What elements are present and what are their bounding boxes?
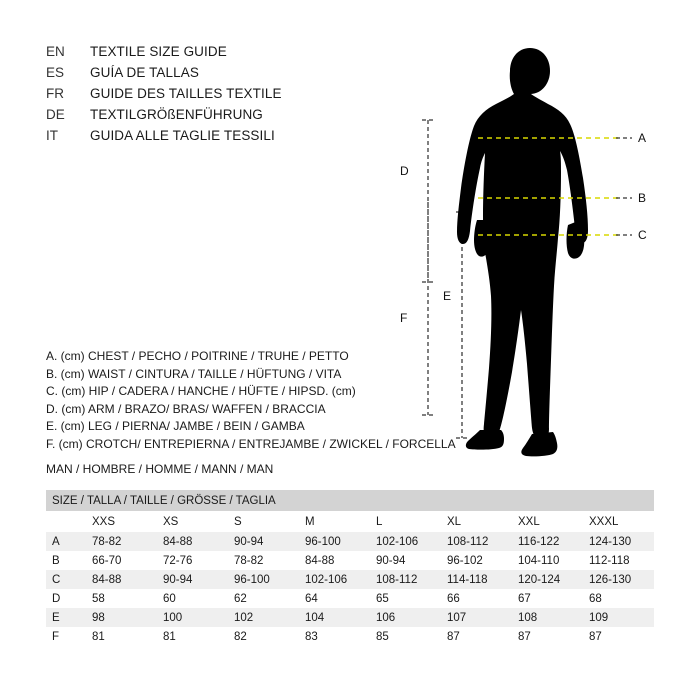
cell: 98 — [86, 608, 157, 627]
cell: 68 — [583, 589, 654, 608]
language-title: TEXTILE SIZE GUIDE — [90, 44, 227, 59]
language-code: DE — [46, 107, 65, 122]
language-code: FR — [46, 86, 64, 101]
cell: 78-82 — [228, 551, 299, 570]
table-row — [46, 627, 654, 646]
cell: 90-94 — [370, 551, 441, 570]
cell: 120-124 — [512, 570, 583, 589]
cell: 126-130 — [583, 570, 654, 589]
table-title: SIZE / TALLA / TAILLE / GRÖSSE / TAGLIA — [46, 490, 654, 511]
cell: 96-100 — [299, 532, 370, 551]
row-label: B — [46, 551, 86, 570]
male-silhouette-icon — [457, 48, 588, 456]
cell: 114-118 — [441, 570, 512, 589]
gender-note: MAN / HOMBRE / HOMME / MANN / MAN — [46, 462, 274, 476]
table-header-row — [46, 511, 654, 532]
language-title: GUÍA DE TALLAS — [90, 65, 199, 80]
dimension-label-f: F — [400, 311, 408, 325]
language-title: GUIDA ALLE TAGLIE TESSILI — [90, 128, 275, 143]
cell: 82 — [228, 627, 299, 646]
cell: 107 — [441, 608, 512, 627]
table-header-size: M — [299, 511, 370, 532]
cell: 124-130 — [583, 532, 654, 551]
cell: 96-100 — [228, 570, 299, 589]
cell: 67 — [512, 589, 583, 608]
language-row — [46, 44, 386, 65]
table-header-size: XXL — [512, 511, 583, 532]
cell: 104 — [299, 608, 370, 627]
table-row — [46, 551, 654, 570]
table-row — [46, 608, 654, 627]
cell: 106 — [370, 608, 441, 627]
cell: 66 — [441, 589, 512, 608]
row-label: D — [46, 589, 86, 608]
cell: 104-110 — [512, 551, 583, 570]
cell: 90-94 — [157, 570, 228, 589]
size-table — [46, 490, 654, 646]
language-title: GUIDE DES TAILLES TEXTILE — [90, 86, 282, 101]
cell: 102 — [228, 608, 299, 627]
row-label: E — [46, 608, 86, 627]
cell: 58 — [86, 589, 157, 608]
language-title: TEXTILGRÖßENFÜHRUNG — [90, 107, 263, 122]
dimension-label-d: D — [400, 164, 409, 178]
table-row — [46, 532, 654, 551]
cell: 84-88 — [157, 532, 228, 551]
cell: 100 — [157, 608, 228, 627]
cell: 108-112 — [370, 570, 441, 589]
cell: 65 — [370, 589, 441, 608]
cell: 90-94 — [228, 532, 299, 551]
cell: 85 — [370, 627, 441, 646]
legend-item: B. (cm) WAIST / CINTURA / TAILLE / HÜFTUNG / VITA — [46, 366, 342, 381]
cell: 66-70 — [86, 551, 157, 570]
table-header-size: XS — [157, 511, 228, 532]
cell: 108 — [512, 608, 583, 627]
cell: 62 — [228, 589, 299, 608]
cell: 109 — [583, 608, 654, 627]
cell: 87 — [583, 627, 654, 646]
legend-list — [46, 348, 466, 453]
cell: 102-106 — [370, 532, 441, 551]
table-row — [46, 589, 654, 608]
cell: 60 — [157, 589, 228, 608]
row-label: F — [46, 627, 86, 646]
cell: 116-122 — [512, 532, 583, 551]
legend-item: D. (cm) ARM / BRAZO/ BRAS/ WAFFEN / BRACCIA — [46, 401, 326, 416]
cell: 87 — [441, 627, 512, 646]
cell: 81 — [86, 627, 157, 646]
cell: 108-112 — [441, 532, 512, 551]
legend-item: E. (cm) LEG / PIERNA/ JAMBE / BEIN / GAMBA — [46, 419, 305, 433]
row-label: C — [46, 570, 86, 589]
table-header-size: XXS — [86, 511, 157, 532]
table-row — [46, 570, 654, 589]
language-title-block — [46, 44, 386, 149]
language-row — [46, 128, 386, 149]
language-code: ES — [46, 65, 65, 80]
cell: 96-102 — [441, 551, 512, 570]
row-label: A — [46, 532, 86, 551]
cell: 84-88 — [299, 551, 370, 570]
legend-item: A. (cm) CHEST / PECHO / POITRINE / TRUHE / PETTO — [46, 349, 349, 363]
marker-leader-lines — [616, 138, 632, 235]
marker-label-b: B — [638, 191, 647, 205]
language-row — [46, 65, 386, 86]
table-header-size: XXXL — [583, 511, 654, 532]
legend-item: F. (cm) CROTCH/ ENTREPIERNA / ENTREJAMBE / ZWICKEL / FORCELLA — [46, 436, 456, 451]
table-header-size: L — [370, 511, 441, 532]
marker-label-c: C — [638, 228, 647, 242]
table-header-size: S — [228, 511, 299, 532]
cell: 112-118 — [583, 551, 654, 570]
cell: 64 — [299, 589, 370, 608]
dimension-label-e: E — [443, 289, 452, 303]
language-code: IT — [46, 128, 58, 143]
cell: 102-106 — [299, 570, 370, 589]
table-header-blank — [46, 511, 86, 532]
cell: 84-88 — [86, 570, 157, 589]
language-row — [46, 86, 386, 107]
marker-label-a: A — [638, 131, 647, 145]
table-title-row — [46, 490, 654, 511]
language-code: EN — [46, 44, 65, 59]
cell: 78-82 — [86, 532, 157, 551]
table-header-size: XL — [441, 511, 512, 532]
cell: 72-76 — [157, 551, 228, 570]
cell: 87 — [512, 627, 583, 646]
cell: 83 — [299, 627, 370, 646]
language-row — [46, 107, 386, 128]
cell: 81 — [157, 627, 228, 646]
legend-item: C. (cm) HIP / CADERA / HANCHE / HÜFTE / HIPSD. (cm) — [46, 384, 356, 398]
